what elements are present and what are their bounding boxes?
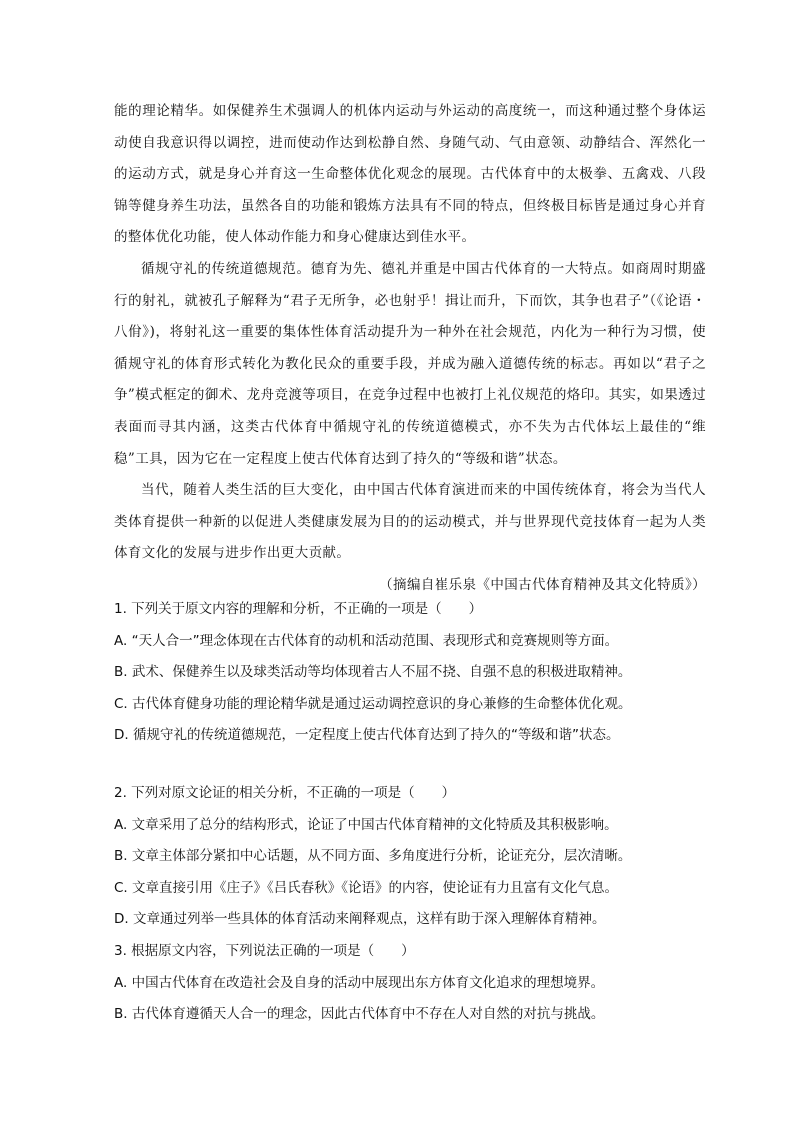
option-b: B. 古代体育遵循天人合一的理念，因此古代体育中不存在人对自然的对抗与挑战。 [114,1006,605,1023]
source-citation: （摘编自崔乐泉《中国古代体育精神及其文化特质》） [379,576,706,593]
question-stem: 3. 根据原文内容，下列说法正确的一项是（ ） [114,942,415,959]
paragraph-2: 循规守礼的传统道德规范。德育为先、德礼并重是中国古代体育的一大特点。如商周时期盛行的射礼，就被孔子解释为“君子无所争，必也射乎！揖让而升，下而饮，其争也君子”（《论语・八佾》)，将射礼这一重要的集体性体育活动提升为一种外在社会规范，内化为一种行为习惯，使循规守礼的体育形式转化为教化民众的重要手段，并成为融入道德传统的标志。再如以“君子之争”模式框定的御术、龙舟竞渡等项目，在竞争过程中也被打上礼仪规范的烙印。其实，如果透过表面而寻其内涵，这类古代体育中循规守礼的传统道德模式，亦不失为古代体坛上最佳的“维稳”工具，因为它在一定程度上使古代体育达到了持久的“等级和谐”状态。 [114,260,706,467]
question-1 [114,594,714,752]
question-stem: 1. 下列关于原文内容的理解和分析，不正确的一项是（ ） [114,601,483,617]
option-b: B. 文章主体部分紧扣中心话题，从不同方面、多角度进行分析，论证充分，层次清晰。 [114,848,632,865]
option-c: C. 古代体育健身功能的理论精华就是通过运动调控意识的身心兼修的生命整体优化观。 [114,695,632,712]
option-c: C. 文章直接引用《庄子》《吕氏春秋》《论语》的内容，使论证有力且富有文化气息。 [114,879,619,896]
paragraph-1: 能的理论精华。如保健养生术强调人的机体内运动与外运动的高度统一，而这种通过整个身体运动使自我意识得以调控，进而使动作达到松静自然、身随气动、气由意领、动静结合、浑然化一的运动方式，就是身心并育这一生命整体优化观念的展现。古代体育中的太极拳、五禽戏、八段锦等健身养生功法，虽然各自的功能和锻炼方法具有不同的特点，但终极目标皆是通过身心并育的整体优化功能，使人体动作能力和身心健康达到佳水平。 [114,103,706,246]
question-list [114,594,714,1031]
question-3 [114,936,714,1031]
question-spacer [114,752,714,778]
option-d: D. 文章通过列举一些具体的体育活动来阐释观点，这样有助于深入理解体育精神。 [114,911,606,928]
option-d: D. 循规守礼的传统道德规范，一定程度上使古代体育达到了持久的“等级和谐”状态。 [114,727,620,744]
option-a: A. “天人合一”理念体现在古代体育的动机和活动范围、表现形式和竞赛规则等方面。 [114,632,619,649]
question-stem: 2. 下列对原文论证的相关分析，不正确的一项是（ ） [114,784,456,801]
option-a: A. 文章采用了总分的结构形式，论证了中国古代体育精神的文化特质及其积极影响。 [114,816,618,833]
paragraph-3: 当代，随着人类生活的巨大变化，由中国古代体育演进而来的中国传统体育，将会为当代人类体育提供一种新的以促进人类健康发展为目的的运动模式，并与世界现代竞技体育一起为人类体育文化的发展与进步作出更大贡献。 [114,482,706,562]
option-b: B. 武术、保健养生以及球类活动等均体现着古人不屈不挠、自强不息的积极进取精神。 [114,664,632,681]
passage-text [114,96,706,602]
question-2 [114,778,714,936]
option-a: A. 中国古代体育在改造社会及自身的活动中展现出东方体育文化追求的理想境界。 [114,974,605,991]
